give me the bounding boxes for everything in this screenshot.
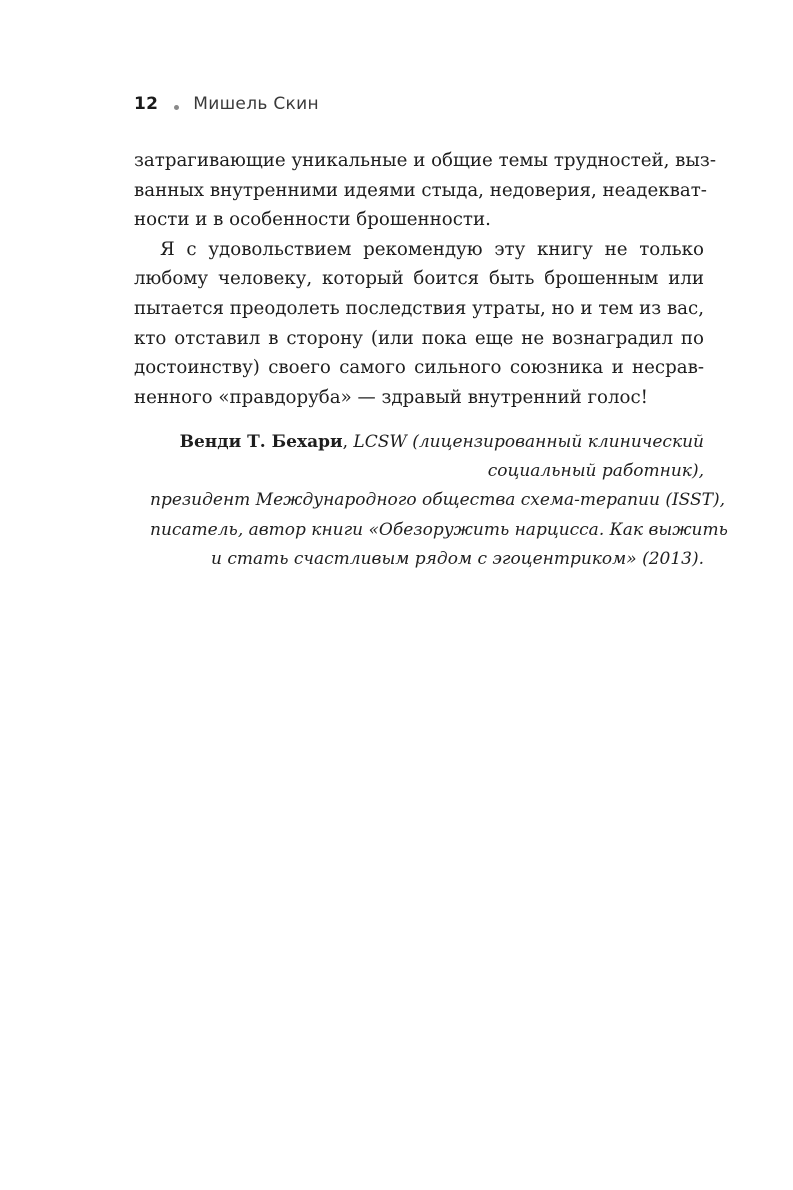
page-number: 12: [134, 94, 159, 114]
attribution-name: Венди Т. Бехари: [179, 432, 343, 452]
attribution-line: президент Международного общества схема-терапии (ISST),: [150, 490, 726, 511]
attribution-line: социальный работник),: [487, 461, 704, 482]
text-line: ванных внутренними идеями стыда, недоверия, неадекват-: [134, 179, 707, 201]
paragraph-1: [134, 146, 716, 235]
attribution-separator: ,: [342, 432, 348, 452]
text-line: достоинству) своего самого сильного союзника и несрав-: [134, 357, 704, 379]
text-line: ности и в особенности брошенности.: [134, 209, 491, 231]
text-line: затрагивающие уникальные и общие темы трудностей, выз-: [134, 150, 716, 171]
main-text: [134, 146, 716, 412]
attribution-credentials: LCSW (лицензированный клинический: [348, 432, 704, 452]
running-head: [134, 92, 319, 116]
book-author-header: Мишель Скин: [193, 94, 319, 114]
text-line: пытается преодолеть последствия утраты, но и тем из вас,: [134, 297, 704, 319]
attribution-line: и стать счастливым рядом с эгоцентриком» (2013).: [211, 548, 704, 569]
attribution-block: [150, 428, 728, 574]
text-line: ненного «правдоруба» — здравый внутренний голос!: [134, 386, 648, 408]
text-line: кто отставил в сторону (или пока еще не вознаградил по: [134, 327, 704, 349]
bullet-separator-icon: [174, 105, 179, 110]
attribution-line: писатель, автор книги «Обезоружить нарцисса. Как выжить: [150, 519, 728, 540]
paragraph-2: [134, 235, 704, 413]
text-line: любому человеку, который боится быть брошенным или: [134, 268, 704, 290]
attribution-line: [150, 428, 704, 457]
text-line: Я с удовольствием рекомендую эту книгу не только: [160, 238, 704, 260]
